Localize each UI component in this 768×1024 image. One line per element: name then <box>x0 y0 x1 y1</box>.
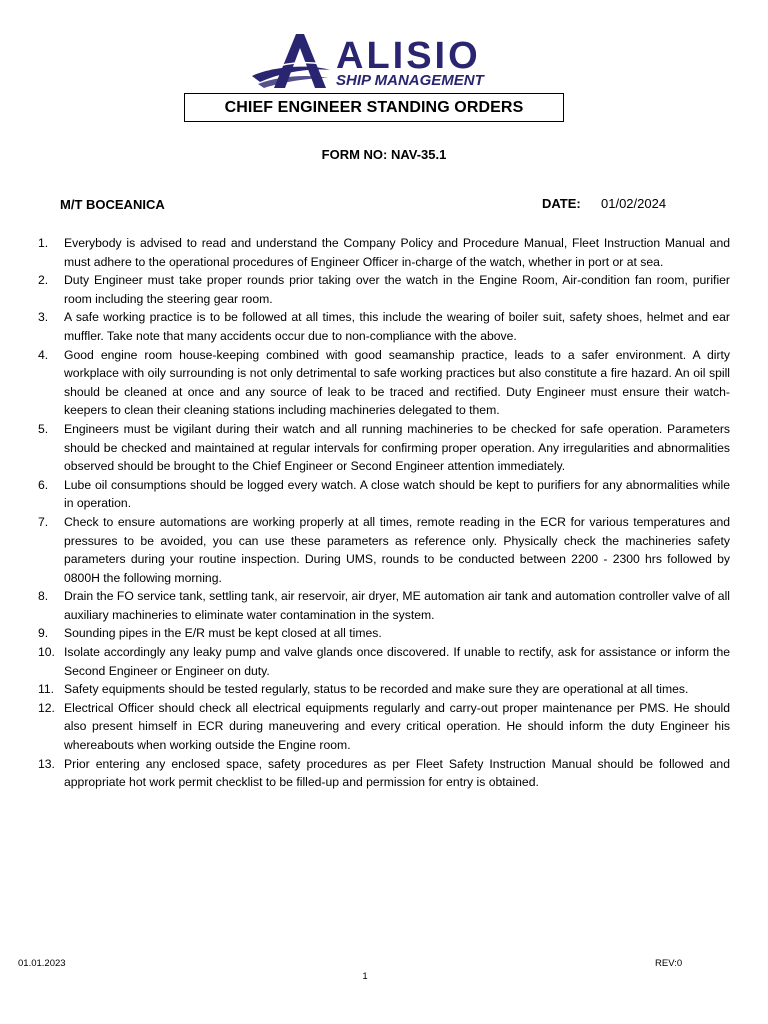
page-number: 1 <box>362 971 368 982</box>
date-value: 01/02/2024 <box>601 196 667 211</box>
alisio-logo-icon <box>252 30 502 92</box>
vessel-name: M/T BOCEANICA <box>60 197 165 212</box>
list-item <box>38 271 730 308</box>
item-text: Engineers must be vigilant during their watch and all running machineries to be checked for safe operation. Parameters should be checked and maintained at regular intervals for confirming proper operation. Any irregularities and abnormalities observed should be brought to the Chief Engineer or Second Engineer attention immediately. <box>64 421 730 474</box>
list-item <box>38 624 730 643</box>
list-item <box>38 643 730 680</box>
item-number: 4. <box>38 347 49 362</box>
item-text: Check to ensure automations are working properly at all times, remote reading in the ECR for various temperatures and pressures to be avoided, you can use these parameters as reference only. Physically check the machineries safety parameters during your routine inspection. During UMS, rounds to be conducted between 2200 - 2300 hrs followed by 0800H the following morning. <box>64 514 730 585</box>
document-title: CHIEF ENGINEER STANDING ORDERS <box>184 93 564 122</box>
item-number: 13. <box>38 756 55 771</box>
date-label: DATE: <box>542 196 581 211</box>
item-text: Prior entering any enclosed space, safety procedures as per Fleet Safety Instruction Manual should be followed and appropriate hot work permit checklist to be filled-up and permission for entry is obtained. <box>64 756 730 790</box>
item-number: 10. <box>38 645 55 660</box>
item-number: 9. <box>38 626 49 641</box>
item-text: Lube oil consumptions should be logged every watch. A close watch should be kept to purifiers for any abnormalities while in operation. <box>64 477 730 511</box>
item-text: Electrical Officer should check all electrical equipments regularly and carry-out proper maintenance per PMS. He should also present himself in ECR during maneuvering and every critical operation. He should inform the duty Engineer his whereabouts when working outside the Engine room. <box>64 700 730 753</box>
list-item <box>38 346 730 420</box>
item-number: 1. <box>38 236 49 250</box>
item-number: 6. <box>38 477 49 492</box>
item-number: 11. <box>38 682 55 697</box>
footer-issue-date: 01.01.2023 <box>18 958 66 969</box>
footer-revision: REV:0 <box>655 958 683 969</box>
item-text: Drain the FO service tank, settling tank, air reservoir, air dryer, ME automation air tank and automation controller valve of all auxiliary machineries to eliminate water contamination in the system. <box>64 589 730 622</box>
item-text: Safety equipments should be tested regularly, status to be recorded and make sure they are operational at all times. <box>64 682 689 697</box>
list-item <box>38 587 730 624</box>
list-item <box>38 234 730 271</box>
svg-text:ALISIO: ALISIO <box>336 35 481 77</box>
item-text: Good engine room house-keeping combined with good seamanship practice, leads to a safer environment. A dirty workplace with oily surrounding is not only detrimental to safe working practices but also constitute a fire hazard. An oil spill should be cleaned at once and any source of leak to be traced and rectified. Duty Engineer must ensure their watch-keepers to clean their cleaning stations including machineries delegated to them. <box>64 347 730 418</box>
standing-orders-list <box>38 234 730 792</box>
item-number: 5. <box>38 421 49 436</box>
list-item <box>38 699 730 755</box>
company-logo <box>252 30 502 92</box>
list-item <box>38 476 730 513</box>
svg-text:SHIP MANAGEMENT: SHIP MANAGEMENT <box>336 72 484 89</box>
item-text: Everybody is advised to read and understand the Company Policy and Procedure Manual, Fleet Instruction Manual and must adhere to the operational procedures of Engineer Officer in-charge of the watch, whether in port or at sea. <box>64 236 730 269</box>
item-number: 8. <box>38 589 49 604</box>
item-text: A safe working practice is to be followed at all times, this include the wearing of boiler suit, safety shoes, helmet and ear muffler. Take note that many accidents occur due to non-compliance with the above. <box>64 310 730 343</box>
list-item <box>38 755 730 792</box>
list-item <box>38 513 730 587</box>
item-number: 2. <box>38 273 49 288</box>
list-item <box>38 420 730 476</box>
list-item <box>38 680 730 699</box>
item-number: 3. <box>38 310 49 325</box>
item-text: Sounding pipes in the E/R must be kept closed at all times. <box>64 626 382 641</box>
item-text: Isolate accordingly any leaky pump and valve glands once discovered. If unable to rectify, ask for assistance or inform the Second Engineer or Engineer on duty. <box>64 645 730 678</box>
list-item <box>38 308 730 345</box>
form-number: FORM NO: NAV-35.1 <box>321 147 447 162</box>
item-text: Duty Engineer must take proper rounds prior taking over the watch in the Engine Room, Air-condition fan room, purifier room including the steering gear room. <box>64 273 730 306</box>
item-number: 12. <box>38 700 55 715</box>
item-number: 7. <box>38 514 49 529</box>
